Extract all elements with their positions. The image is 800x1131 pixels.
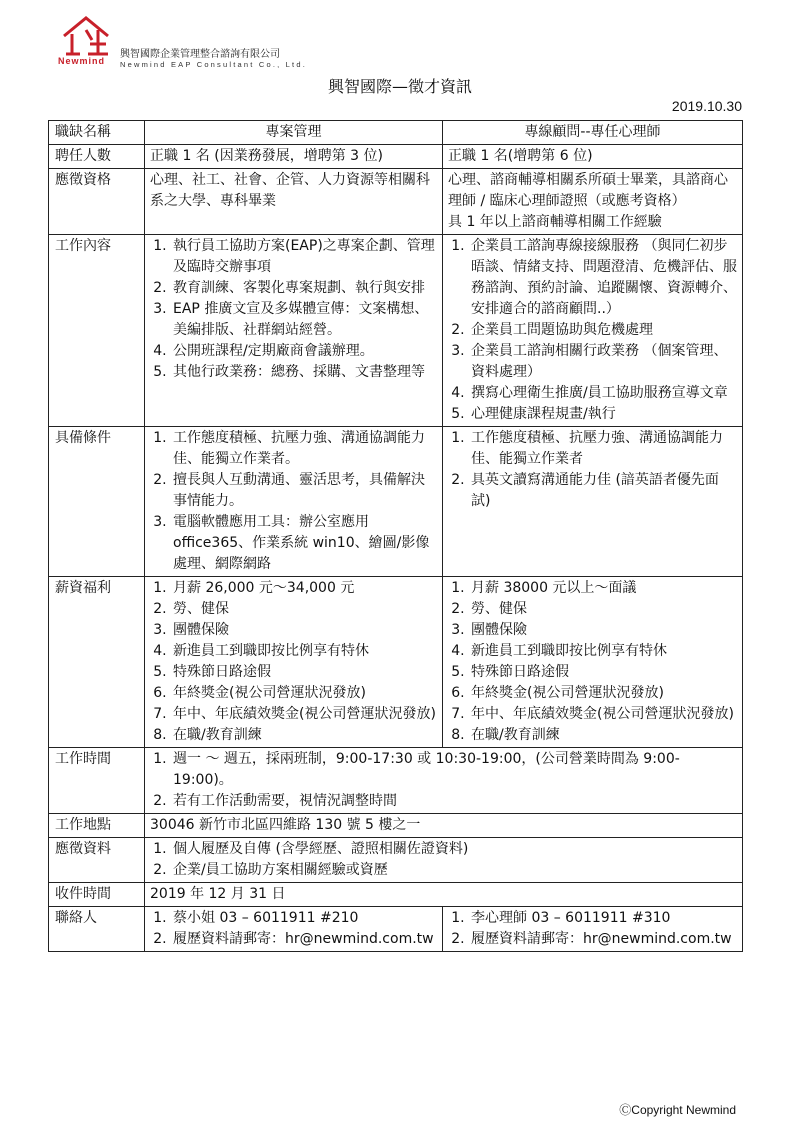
list-item: 2. 企業/員工協助方案相關經驗或資歷 [171, 860, 738, 881]
requirements [145, 427, 443, 577]
post-date: 2019.10.30 [671, 98, 742, 114]
list-item: 8. 在職/教育訓練 [469, 725, 738, 746]
item-list [150, 578, 438, 746]
list-item: 3. EAP 推廣文宣及多媒體宣傳：文案構想、美編排版、社群網站經營。 [171, 299, 438, 341]
copyright: ⒸCopyright Newmind [619, 1103, 736, 1117]
qualification [443, 169, 743, 235]
row-label: 薪資福利 [49, 577, 145, 748]
list-item: 8. 在職/教育訓練 [171, 725, 438, 746]
item-list [150, 236, 438, 383]
hire-count: 正職 1 名 (因業務發展，增聘第 3 位) [145, 145, 443, 169]
list-item: 4. 撰寫心理衛生推廣/員工協助服務宣導文章 [469, 383, 738, 404]
contact-info [443, 907, 743, 952]
job-table [48, 120, 743, 952]
row-label: 聯絡人 [49, 907, 145, 952]
list-item: 1. 蔡小姐 03 – 6011911 #210 [171, 908, 438, 929]
list-item: 7. 年中、年底績效獎金(視公司營運狀況發放) [171, 704, 438, 725]
table-row [49, 907, 743, 952]
list-item: 1. 週一 ～ 週五，採兩班制，9:00-17:30 或 10:30-19:00，(公司營業時間為 9:00-19:00)。 [171, 749, 738, 791]
list-item: 5. 心理健康課程規畫/執行 [469, 404, 738, 425]
list-item: 4. 新進員工到職即按比例享有特休 [171, 641, 438, 662]
list-item: 2. 具英文讀寫溝通能力佳 (諳英語者優先面試) [469, 470, 738, 512]
list-item: 4. 新進員工到職即按比例享有特休 [469, 641, 738, 662]
list-item: 1. 企業員工諮詢專線接線服務 （與同仁初步晤談、情緒支持、問題澄清、危機評估、服務諮詢、預約討論、追蹤關懷、資源轉介、安排適合的諮商顧問..） [469, 236, 738, 320]
work-location: 30046 新竹市北區四維路 130 號 5 樓之一 [145, 814, 743, 838]
item-list [448, 578, 738, 746]
qualification: 心理、社工、社會、企管、人力資源等相關科系之大學、專科畢業 [145, 169, 443, 235]
list-item: 2. 擅長與人互動溝通、靈活思考，具備解決事情能力。 [171, 470, 438, 512]
benefits [443, 577, 743, 748]
table-row [49, 838, 743, 883]
table-row [49, 748, 743, 814]
table-row [49, 577, 743, 748]
list-item: 2. 企業員工問題協助與危機處理 [469, 320, 738, 341]
contact-info [145, 907, 443, 952]
list-item: 1. 月薪 26,000 元～34,000 元 [171, 578, 438, 599]
table-row [49, 427, 743, 577]
list-item: 6. 年終獎金(視公司營運狀況發放) [469, 683, 738, 704]
table-row [49, 145, 743, 169]
logo-wordmark: Newmind [58, 56, 106, 66]
company-name-cn: 興智國際企業管理整合諮詢有限公司 [120, 49, 280, 60]
table-row [49, 169, 743, 235]
list-item: 1. 月薪 38000 元以上～面議 [469, 578, 738, 599]
deadline: 2019 年 12 月 31 日 [145, 883, 743, 907]
list-item: 2. 履歷資料請郵寄：hr@newmind.com.tw [171, 929, 438, 950]
row-label: 應徵資格 [49, 169, 145, 235]
text-line: 心理、諮商輔導相關系所碩士畢業，具諮商心理師 / 臨床心理師證照（或應考資格） [448, 172, 728, 209]
hire-count: 正職 1 名(增聘第 6 位) [443, 145, 743, 169]
list-item: 3. 企業員工諮詢相關行政業務 （個案管理、資料處理） [469, 341, 738, 383]
list-item: 1. 工作態度積極、抗壓力強、溝通協調能力佳、能獨立作業者。 [171, 428, 438, 470]
table-row [49, 235, 743, 427]
row-label: 職缺名稱 [49, 121, 145, 145]
requirements [443, 427, 743, 577]
list-item: 1. 工作態度積極、抗壓力強、溝通協調能力佳、能獨立作業者 [469, 428, 738, 470]
item-list [150, 749, 738, 812]
list-item: 2. 勞、健保 [171, 599, 438, 620]
row-label: 應徵資料 [49, 838, 145, 883]
row-label: 工作地點 [49, 814, 145, 838]
benefits [145, 577, 443, 748]
table-row [49, 883, 743, 907]
item-list [150, 908, 438, 950]
list-item: 2. 教育訓練、客製化專案規劃、執行與安排 [171, 278, 438, 299]
page-title: 興智國際—徵才資訊 [327, 77, 472, 96]
row-label: 聘任人數 [49, 145, 145, 169]
position-name: 專案管理 [145, 121, 443, 145]
table-row [49, 121, 743, 145]
list-item: 2. 履歷資料請郵寄：hr@newmind.com.tw [469, 929, 738, 950]
item-list [150, 428, 438, 575]
item-list [448, 428, 738, 512]
list-item: 1. 個人履歷及自傳 (含學經歷、證照相關佐證資料) [171, 839, 738, 860]
item-list [448, 236, 738, 425]
row-label: 工作時間 [49, 748, 145, 814]
row-label: 工作內容 [49, 235, 145, 427]
row-label: 具備條件 [49, 427, 145, 577]
list-item: 1. 執行員工協助方案(EAP)之專案企劃、管理及臨時交辦事項 [171, 236, 438, 278]
row-label: 收件時間 [49, 883, 145, 907]
list-item: 2. 若有工作活動需要，視情況調整時間 [171, 791, 738, 812]
company-name-en: Newmind EAP Consultant Co., Ltd. [120, 60, 307, 69]
list-item: 4. 公開班課程/定期廠商會議辦理。 [171, 341, 438, 362]
list-item: 1. 李心理師 03 – 6011911 #310 [469, 908, 738, 929]
item-list [448, 908, 738, 950]
job-duties [145, 235, 443, 427]
item-list [150, 839, 738, 881]
list-item: 3. 電腦軟體應用工具：辦公室應用office365、作業系統 win10、繪圖/影像處理、網際網路 [171, 512, 438, 575]
job-duties [443, 235, 743, 427]
list-item: 5. 特殊節日路途假 [171, 662, 438, 683]
position-name: 專線顧問--專任心理師 [443, 121, 743, 145]
application-docs [145, 838, 743, 883]
list-item: 7. 年中、年底績效獎金(視公司營運狀況發放) [469, 704, 738, 725]
work-hours [145, 748, 743, 814]
list-item: 6. 年終獎金(視公司營運狀況發放) [171, 683, 438, 704]
text-line: 具 1 年以上諮商輔導相關工作經驗 [448, 214, 662, 230]
list-item: 2. 勞、健保 [469, 599, 738, 620]
list-item: 3. 團體保險 [469, 620, 738, 641]
list-item: 5. 特殊節日路途假 [469, 662, 738, 683]
table-row [49, 814, 743, 838]
list-item: 5. 其他行政業務：總務、採購、文書整理等 [171, 362, 438, 383]
list-item: 3. 團體保險 [171, 620, 438, 641]
